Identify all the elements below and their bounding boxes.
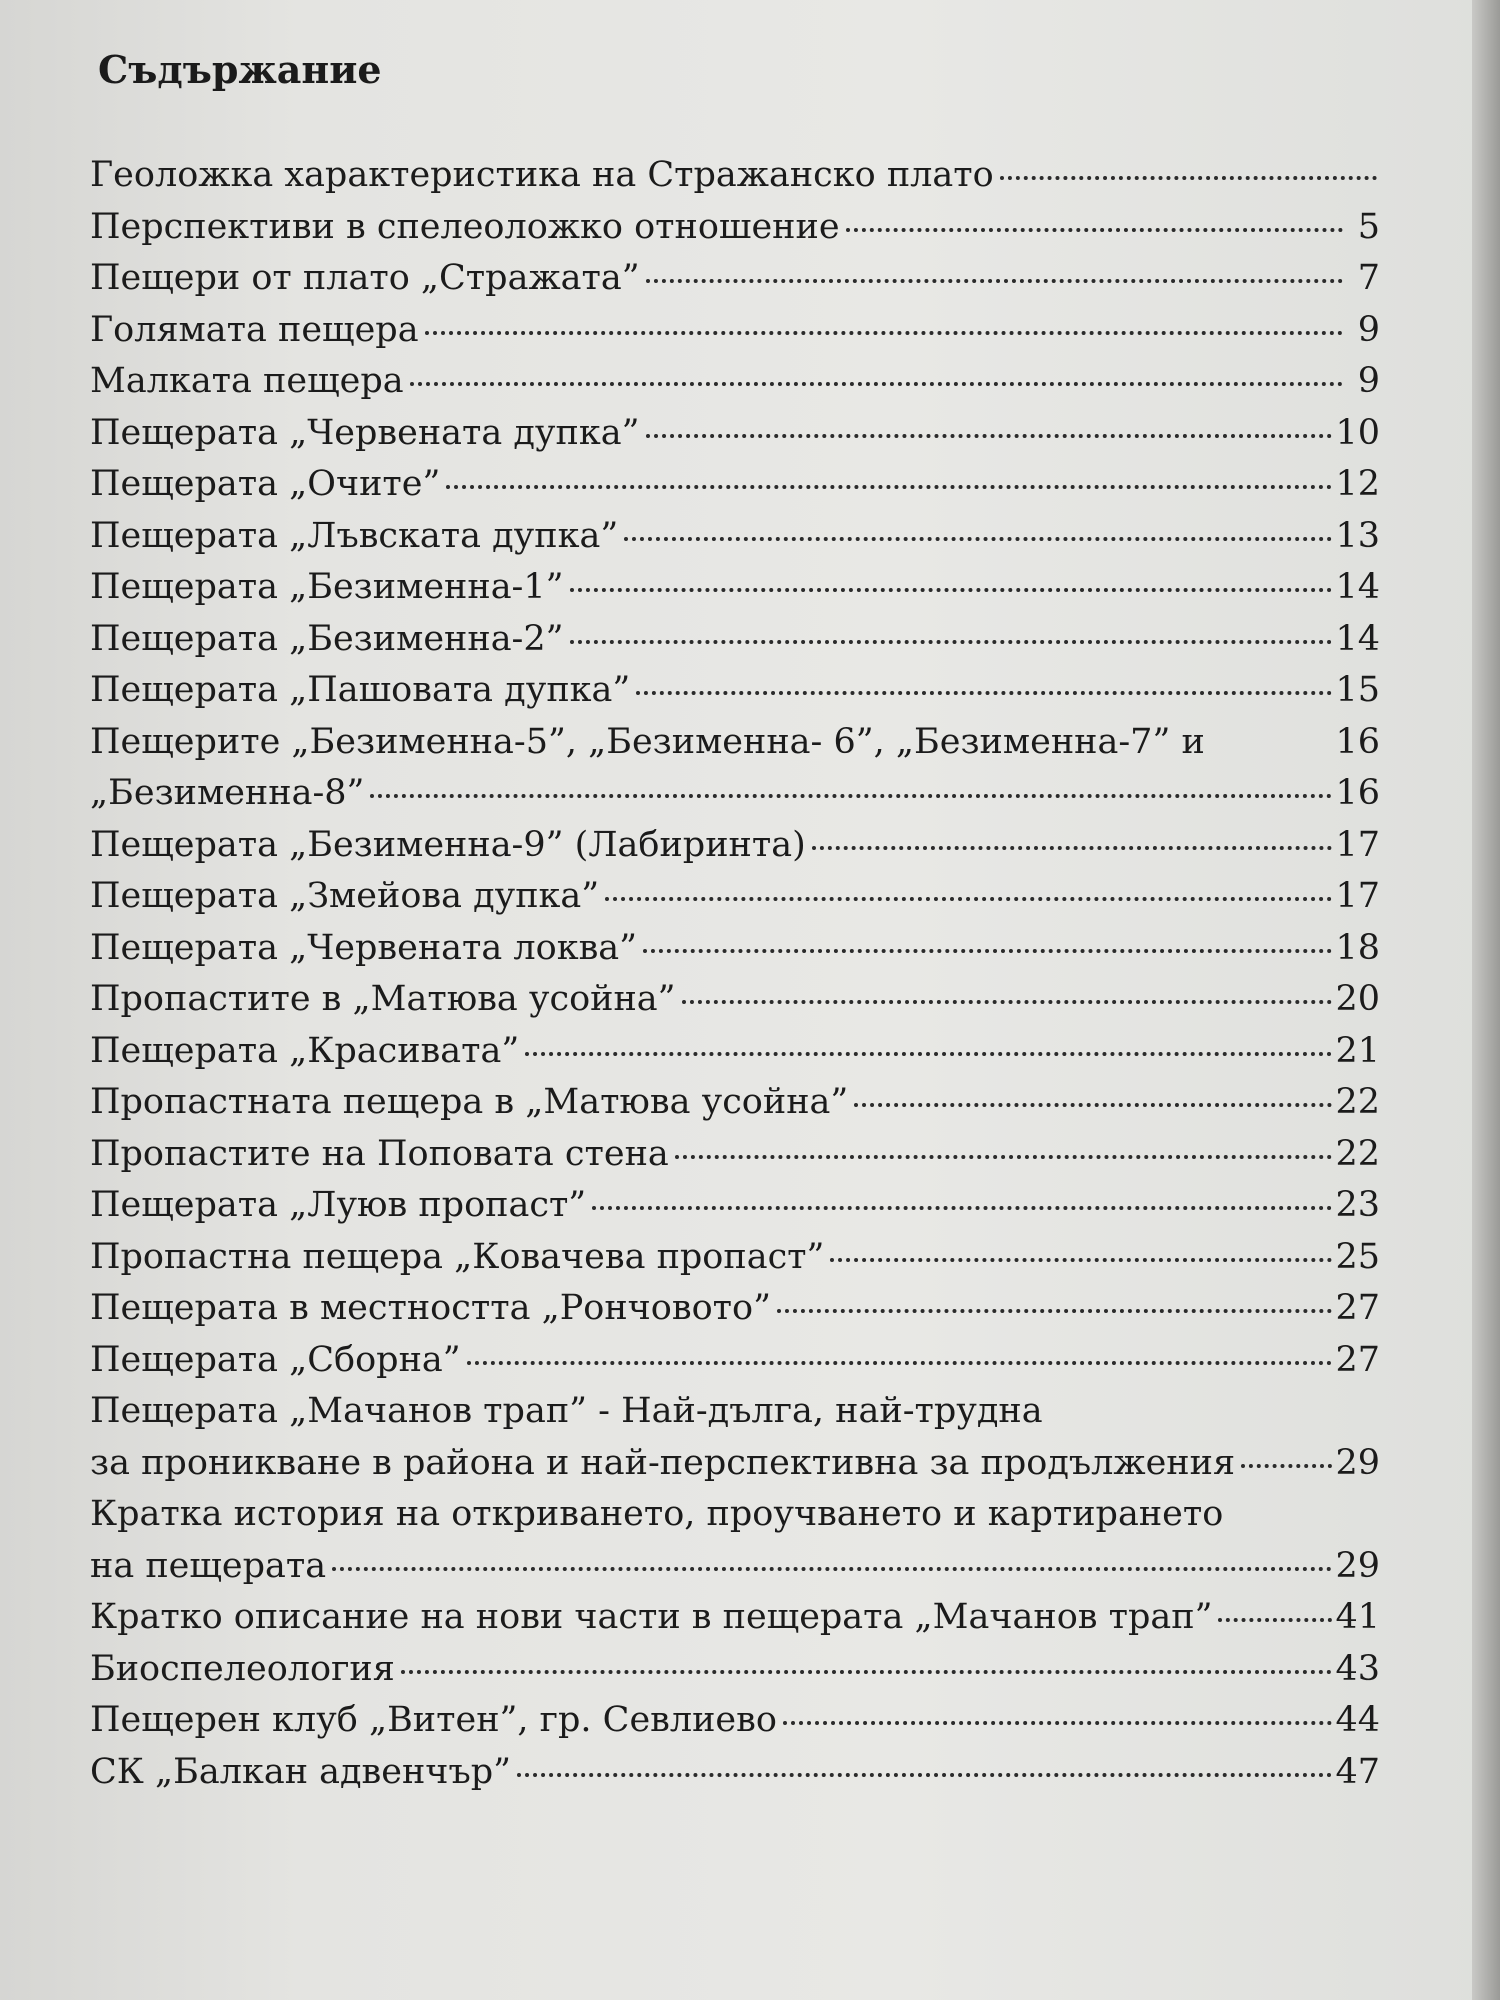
toc-entry-page: 22 [1335, 1133, 1380, 1174]
toc-entry-page: 9 [1357, 309, 1380, 350]
toc-entry [90, 1180, 1380, 1232]
toc-entry-title: Пещерата „Лъвската дупка” [90, 515, 619, 556]
toc-entry [90, 1489, 1380, 1541]
toc-entry [90, 1592, 1380, 1644]
toc-entry-page: 7 [1357, 258, 1380, 298]
toc-entry [90, 1077, 1380, 1129]
dot-leader [624, 537, 1332, 541]
dot-leader [446, 485, 1332, 489]
toc-entry-title: СК „Балкан адвенчър” [90, 1751, 512, 1792]
toc-entry [90, 1283, 1380, 1335]
toc-entry [90, 1747, 1380, 1799]
toc-entry-page: 10 [1335, 412, 1380, 453]
page-binding-shadow [1472, 0, 1500, 2000]
toc-entry [90, 1335, 1380, 1387]
toc-entry-title: Пропастите на Поповата стена [90, 1133, 669, 1174]
toc-entry-page: 16 [1335, 721, 1380, 762]
dot-leader [467, 1361, 1333, 1365]
toc-entry-title: на пещерата [90, 1545, 327, 1586]
toc-entry [90, 562, 1380, 614]
toc-entry-page: 15 [1335, 670, 1380, 710]
dot-leader [332, 1567, 1332, 1571]
dot-leader [570, 588, 1333, 592]
dot-leader [525, 1052, 1332, 1056]
dot-leader [646, 279, 1343, 283]
dot-leader [370, 794, 1332, 798]
toc-entry-page: 47 [1335, 1751, 1380, 1792]
toc-entry [90, 459, 1380, 511]
dot-leader [682, 1000, 1333, 1004]
toc-entry-page: 14 [1335, 567, 1380, 607]
dot-leader [646, 434, 1333, 438]
toc-heading: Съдържание [98, 47, 382, 92]
toc-entry-title: Пропастна пещера „Ковачева пропаст” [90, 1236, 825, 1277]
toc-entry [90, 614, 1380, 666]
toc-entry-page: 17 [1335, 824, 1380, 865]
toc-entry [90, 1026, 1380, 1078]
toc-entry-page: 17 [1335, 876, 1380, 916]
toc-entry-title: Пещери от плато „Стражата” [90, 258, 640, 298]
toc-entry-title: Пещерата „Безименна-2” [90, 618, 564, 659]
toc-entry [90, 1129, 1380, 1181]
toc-entry-title: за проникване в района и най-перспективна за продължения [90, 1442, 1236, 1483]
toc-entry-title: Пещерата „Змейова дупка” [90, 876, 600, 916]
toc-entry-title: Пещерата „Червената локва” [90, 927, 638, 968]
toc-entry [90, 408, 1380, 460]
toc-entry [90, 820, 1380, 872]
dot-leader [854, 1103, 1332, 1107]
toc-entry [90, 150, 1380, 202]
dot-leader [783, 1721, 1333, 1725]
toc-entry-page: 29 [1335, 1545, 1380, 1586]
toc-entry-page: 18 [1335, 927, 1380, 968]
toc-entry [90, 202, 1380, 254]
dot-leader [1000, 176, 1377, 180]
toc-entry-page: 29 [1335, 1442, 1380, 1483]
toc-entry-page: 27 [1335, 1288, 1380, 1328]
dot-leader [605, 897, 1332, 901]
toc-entry-title: Пещерата „Мачанов трап” - Най-дълга, най-трудна [90, 1391, 1043, 1431]
toc-entry-title: Перспективи в спелеоложко отношение [90, 206, 840, 247]
toc-entry-page: 44 [1335, 1700, 1380, 1740]
toc-entry [90, 1232, 1380, 1284]
toc-entry-page: 12 [1335, 464, 1380, 504]
toc-entry-page: 21 [1335, 1030, 1380, 1071]
toc-entry-title: Пещерен клуб „Витен”, гр. Севлиево [90, 1700, 777, 1740]
dot-leader [830, 1258, 1332, 1262]
dot-leader [1241, 1464, 1332, 1468]
dot-leader [675, 1155, 1333, 1159]
dot-leader [401, 1670, 1333, 1674]
dot-leader [570, 640, 1333, 644]
toc-entry-page: 9 [1357, 361, 1380, 401]
dot-leader [410, 382, 1343, 386]
toc-entry-title: Пропастите в „Матюва усойна” [90, 979, 676, 1019]
toc-entry [90, 665, 1380, 717]
toc-entry-title: Биоспелеология [90, 1648, 395, 1689]
toc-entry-title: Пещерата „Очите” [90, 464, 441, 504]
toc-entry-page: 5 [1357, 206, 1380, 247]
toc-entry-page: 41 [1335, 1597, 1380, 1637]
toc-entry-page: 25 [1335, 1236, 1380, 1277]
toc-entry [90, 511, 1380, 563]
toc-entry-page: 14 [1335, 618, 1380, 659]
toc-entry-title: Геоложка характеристика на Стражанско плато [90, 155, 994, 195]
toc-entry-page: 16 [1335, 773, 1380, 813]
dot-leader [846, 228, 1343, 232]
toc-entry [90, 768, 1380, 820]
toc-entry-page: 22 [1335, 1082, 1380, 1122]
toc-entry [90, 871, 1380, 923]
dot-leader [643, 949, 1332, 953]
toc-entry-title: Голямата пещера [90, 309, 419, 350]
toc-entry-title: Пещерата „Пашовата дупка” [90, 670, 631, 710]
dot-leader [812, 846, 1333, 850]
toc-entry-title: Пещерата „Сборна” [90, 1339, 461, 1380]
toc-entry [90, 923, 1380, 975]
toc-entry [90, 1541, 1380, 1593]
toc-entry-title: Пещерата „Безименна-9” (Лабиринта) [90, 824, 806, 865]
toc-entry-title: Пещерите „Безименна-5”, „Безименна- 6”, „Безименна-7” и [90, 721, 1205, 762]
toc-entry [90, 305, 1380, 357]
toc-entry [90, 1386, 1380, 1438]
toc-entry [90, 1644, 1380, 1696]
toc-entry-title: Пропастната пещера в „Матюва усойна” [90, 1082, 849, 1122]
toc-entry-title: Пещерата „Червената дупка” [90, 412, 640, 453]
toc-entry-title: Кратко описание на нови части в пещерата „Мачанов трап” [90, 1597, 1213, 1637]
toc-entry-title: Кратка история на откриването, проучването и картирането [90, 1494, 1224, 1534]
toc-entry [90, 717, 1380, 769]
toc-entry [90, 1438, 1380, 1490]
toc-entry-title: Малката пещера [90, 361, 404, 401]
dot-leader [1218, 1618, 1332, 1622]
dot-leader [636, 691, 1332, 695]
dot-leader [517, 1773, 1332, 1777]
toc-entry-page: 27 [1335, 1339, 1380, 1380]
dot-leader [592, 1206, 1332, 1210]
toc-entry-page: 43 [1335, 1648, 1380, 1689]
toc-entry-page: 23 [1335, 1185, 1380, 1225]
toc-entry-title: Пещерата в местността „Рончовото” [90, 1288, 771, 1328]
toc-entry-page: 20 [1335, 979, 1380, 1019]
toc-entry [90, 356, 1380, 408]
toc-entry [90, 253, 1380, 305]
toc-entry [90, 1695, 1380, 1747]
toc-entry-title: Пещерата „Безименна-1” [90, 567, 564, 607]
toc-entry-page: 13 [1335, 515, 1380, 556]
dot-leader [777, 1309, 1332, 1313]
toc-entry [90, 974, 1380, 1026]
toc-entry-title: Пещерата „Красивата” [90, 1030, 520, 1071]
toc-entry-title: Пещерата „Луюв пропаст” [90, 1185, 587, 1225]
dot-leader [425, 331, 1343, 335]
table-of-contents [90, 150, 1380, 1798]
toc-entry-title: „Безименна-8” [90, 773, 365, 813]
